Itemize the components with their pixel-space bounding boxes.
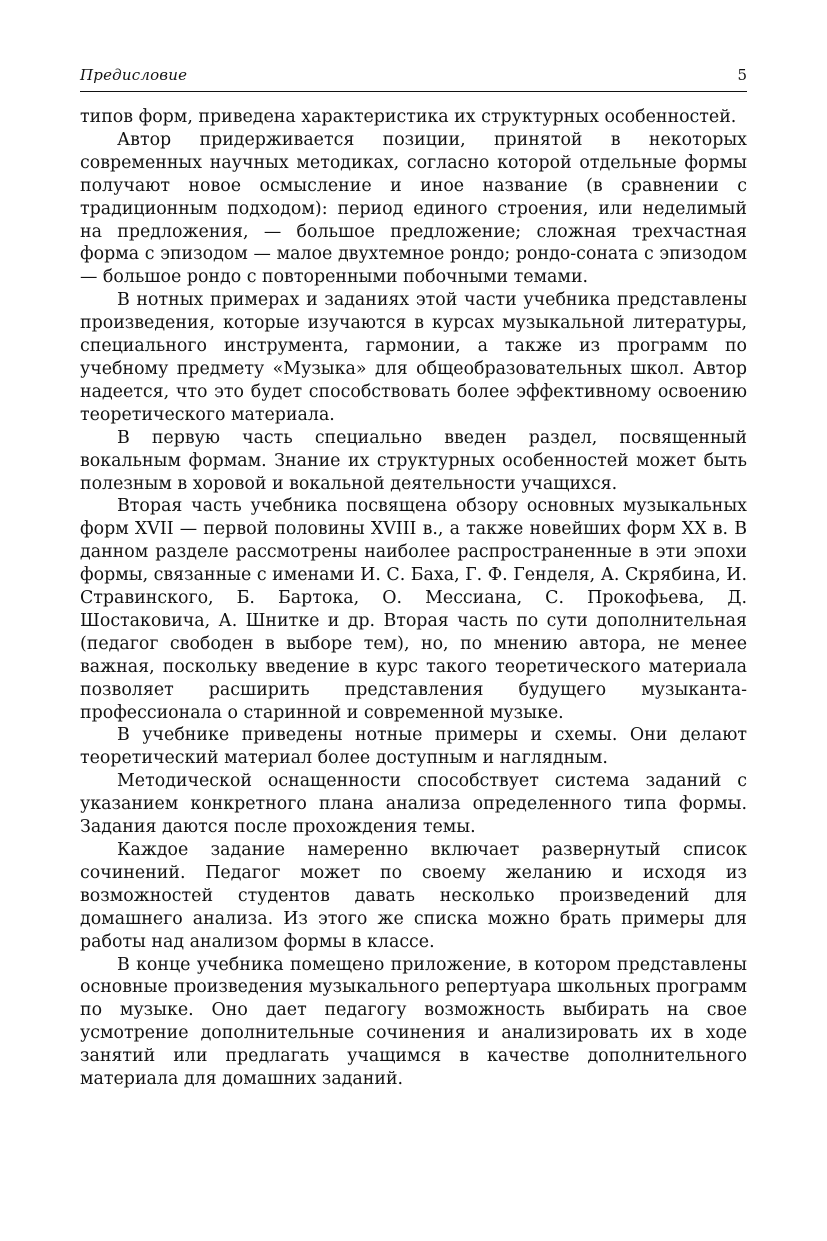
paragraph: В первую часть специально введен раздел, посвященный вокальным формам. Знание их структурных особенностей может быть полезным в хоровой и вокальной деятельности учащихся.	[80, 427, 747, 494]
paragraph: В нотных примерах и заданиях этой части учебника представлены произведения, которые изучаются в курсах музыкальной литературы, специального инструмента, гармонии, а также из программ по учебному предмету «Музыка» для общеобразовательных школ. Автор надеется, что это будет способствовать более эффективному освоению теоретического материала.	[80, 290, 747, 425]
running-title: Предисловие	[80, 66, 188, 84]
paragraph: Каждое задание намеренно включает развернутый список сочинений. Педагог может по своему желанию и исходя из возможностей студентов давать несколько произведений для домашнего анализа. Из этого же списка можно брать примеры для работы над анализом формы в классе.	[80, 840, 747, 952]
book-page	[80, 66, 747, 1091]
paragraph: В конце учебника помещено приложение, в котором представлены основные произведения музыкального репертуара школьных программ по музыке. Оно дает педагогу возможность выбирать на свое усмотрение дополнительные сочинения и анализировать их в ходе занятий или предлагать учащимся в качестве дополнительного материала для домашних заданий.	[80, 954, 747, 1090]
paragraph-continuation: типов форм, приведена характеристика их структурных особенностей.	[80, 107, 737, 127]
page-header	[80, 66, 747, 92]
body-text	[80, 106, 747, 1091]
page-number: 5	[737, 66, 747, 84]
paragraph: Методической оснащенности способствует система заданий с указанием конкретного плана анализа определенного типа формы. Задания даются после прохождения темы.	[80, 771, 747, 838]
paragraph: В учебнике приведены нотные примеры и схемы. Они делают теоретический материал более доступным и наглядным.	[80, 725, 747, 769]
paragraph: Вторая часть учебника посвящена обзору основных музыкальных форм XVII — первой половины XVIII в., а также новейших форм XX в. В данном разделе рассмотрены наиболее распространенные в эти эпохи формы, связанные с именами И. С. Баха, Г. Ф. Генделя, А. Скрябина, И. Стравинского, Б. Бартока, О. Мессиана, С. Прокофьева, Д. Шостаковича, А. Шнитке и др. Вторая часть по сути дополнительная (педагог свободен в выборе тем), но, по мнению автора, не менее важная, поскольку введение в курс такого теоретического материала позволяет расширить представления будущего музыканта-профессионала о старинной и современной музыке.	[80, 496, 747, 723]
paragraph: Автор придерживается позиции, принятой в некоторых современных научных методиках, согласно которой отдельные формы получают новое осмысление и иное название (в сравнении с традиционным подходом): период единого строения, или неделимый на предложения, — большое предложение; сложная трехчастная форма с эпизодом — малое двухтемное рондо; рондо-соната с эпизодом — большое рондо с повторенными побочными темами.	[80, 129, 747, 288]
